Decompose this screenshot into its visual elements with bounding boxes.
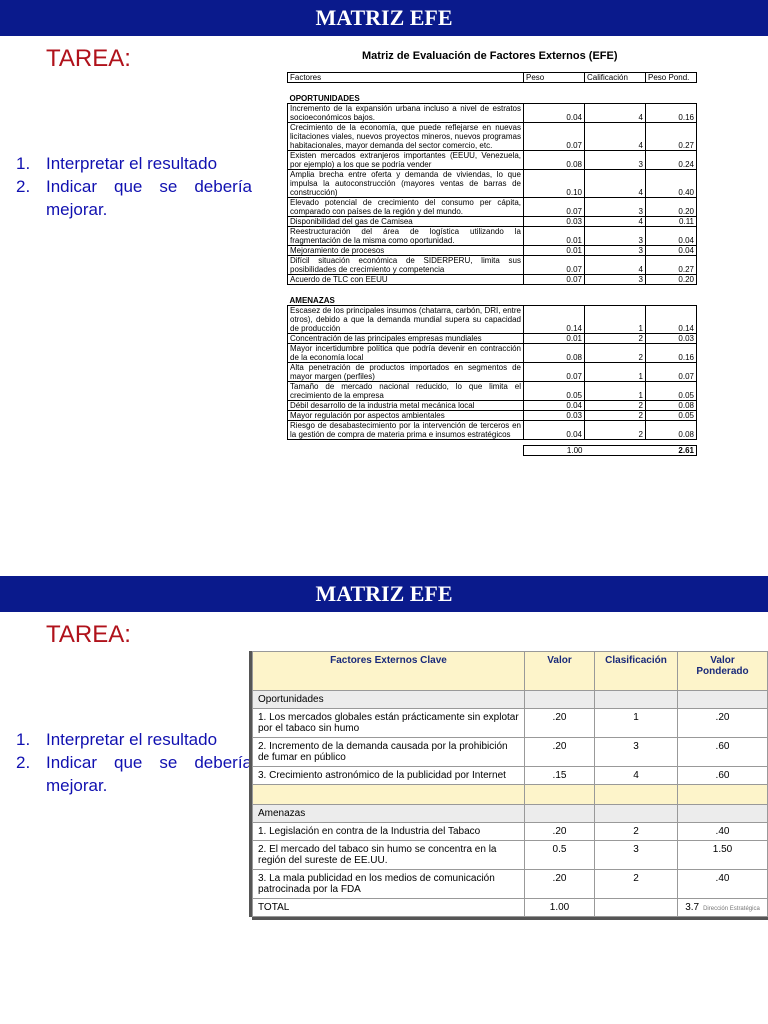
tarea-heading: TAREA: <box>46 621 131 648</box>
table-row <box>288 334 697 344</box>
table-cell: Reestructuración del área de logística utilizando la fragmentación de la misma como oportunidad. <box>288 227 524 246</box>
table-title: Matriz de Evaluación de Factores Externos (EFE) <box>362 50 618 62</box>
table-row <box>288 217 697 227</box>
table-row <box>288 363 697 382</box>
table-cell: 0.14 <box>524 306 585 334</box>
total-weighted-value: 3.7 <box>685 902 700 913</box>
table-cell: 1.00 <box>525 899 595 917</box>
task-item: 1. Interpretar el resultado <box>16 730 218 749</box>
table-cell: 2 <box>595 870 678 899</box>
table-cell: 0.05 <box>646 382 697 401</box>
slide-header: MATRIZ EFE <box>0 0 768 36</box>
table-cell: 0.16 <box>646 344 697 363</box>
table-cell: 0.20 <box>646 275 697 285</box>
table-cell: Débil desarrollo de la industria metal mecánica local <box>288 401 524 411</box>
table-row <box>288 401 697 411</box>
table-cell: Oportunidades <box>253 691 525 709</box>
task-item: 2. Indicar que se debería mejorar. <box>16 753 252 795</box>
table-cell: Disponibilidad del gas de Camisea <box>288 217 524 227</box>
table-row <box>253 823 768 841</box>
table-cell: 1. Los mercados globales están prácticamente sin explotar por el tabaco sin humo <box>253 709 525 738</box>
task-item: 2. Indicar que se debería mejorar. <box>16 177 252 219</box>
column-header: Valor Ponderado <box>678 652 768 691</box>
table-cell: 0.01 <box>524 246 585 256</box>
slide-2 <box>0 576 768 1024</box>
section-row <box>253 805 768 823</box>
table-cell: 0.24 <box>646 151 697 170</box>
table-cell <box>585 83 646 104</box>
table-cell: .20 <box>525 709 595 738</box>
table-cell <box>595 785 678 805</box>
section-row <box>253 691 768 709</box>
table-cell: .60 <box>678 738 768 767</box>
table-cell: 0.07 <box>524 275 585 285</box>
table-cell: 0.11 <box>646 217 697 227</box>
table-cell <box>253 785 525 805</box>
table-row <box>288 104 697 123</box>
table-cell: TOTAL <box>253 899 525 917</box>
table-cell: 0.03 <box>646 334 697 344</box>
task-item: 1. Interpretar el resultado <box>16 154 218 173</box>
table-cell: 0.01 <box>524 227 585 246</box>
spacer-row <box>253 785 768 805</box>
table-row <box>288 170 697 198</box>
table-cell: Mayor regulación por aspectos ambientales <box>288 411 524 421</box>
column-header: Peso Pond. <box>646 73 697 83</box>
column-header: Peso <box>524 73 585 83</box>
table-row <box>288 411 697 421</box>
table-cell: Riesgo de desabastecimiento por la intervención de terceros en la gestión de compra de materia prima e insumos estratégicos <box>288 421 524 440</box>
table-cell: 0.20 <box>646 198 697 217</box>
table-row <box>288 382 697 401</box>
column-header: Clasificación <box>595 652 678 691</box>
table-cell: 1.00 <box>524 446 585 456</box>
table-cell: Concentración de las principales empresas mundiales <box>288 334 524 344</box>
table-cell: 0.08 <box>524 344 585 363</box>
task-list <box>16 152 252 221</box>
table-cell <box>595 805 678 823</box>
table-header-row <box>288 73 697 83</box>
table-cell: 2. Incremento de la demanda causada por la prohibición de fumar en público <box>253 738 525 767</box>
table-row <box>288 246 697 256</box>
table-cell <box>678 785 768 805</box>
efe-table-1 <box>287 72 697 456</box>
column-header: Valor <box>525 652 595 691</box>
table-cell: .20 <box>525 738 595 767</box>
table-cell <box>524 285 585 306</box>
table-cell <box>646 285 697 306</box>
table-cell: 0.05 <box>646 411 697 421</box>
table-cell: Elevado potencial de crecimiento del consumo per cápita, comparado con países de la región y del mundo. <box>288 198 524 217</box>
table-row <box>288 344 697 363</box>
table-cell: .20 <box>678 709 768 738</box>
table-cell: .60 <box>678 767 768 785</box>
table-cell: 2.61 <box>646 446 697 456</box>
table-cell <box>288 446 524 456</box>
table-cell: 0.05 <box>524 382 585 401</box>
table-cell <box>585 446 646 456</box>
table-cell: 3 <box>595 841 678 870</box>
table-cell: .20 <box>525 870 595 899</box>
table-row <box>253 738 768 767</box>
table-cell: 1 <box>585 306 646 334</box>
table-cell: 0.01 <box>524 334 585 344</box>
table-cell <box>585 285 646 306</box>
table-cell: 1. Legislación en contra de la Industria del Tabaco <box>253 823 525 841</box>
table-cell: 0.27 <box>646 256 697 275</box>
table-cell: Tamaño de mercado nacional reducido, lo que limita el crecimiento de la empresa <box>288 382 524 401</box>
table-cell <box>595 691 678 709</box>
table-cell: 0.03 <box>524 411 585 421</box>
column-header: Calificación <box>585 73 646 83</box>
table-cell: 0.04 <box>646 227 697 246</box>
table-row <box>288 151 697 170</box>
column-header: Factores Externos Clave <box>253 652 525 691</box>
table-row <box>288 421 697 440</box>
table-row <box>253 841 768 870</box>
table-header-row <box>253 652 768 691</box>
table-cell: 0.14 <box>646 306 697 334</box>
table-row <box>288 123 697 151</box>
table-cell: 3. La mala publicidad en los medios de comunicación patrocinada por la FDA <box>253 870 525 899</box>
table-cell: 1 <box>585 363 646 382</box>
table-cell: 3 <box>585 275 646 285</box>
section-row <box>288 285 697 306</box>
table-cell: 2 <box>585 334 646 344</box>
table-cell: 4 <box>585 123 646 151</box>
table-row <box>288 198 697 217</box>
table-cell: 0.04 <box>524 401 585 411</box>
table-cell: 0.03 <box>524 217 585 227</box>
table-cell: 3 <box>585 198 646 217</box>
table-cell: 4 <box>595 767 678 785</box>
efe-table-2 <box>252 651 768 917</box>
table-cell: 3 <box>585 227 646 246</box>
table-cell: Amenazas <box>253 805 525 823</box>
table-cell: .40 <box>678 870 768 899</box>
table-cell: 3 <box>595 738 678 767</box>
table-cell: Alta penetración de productos importados en segmentos de mayor margen (perfiles) <box>288 363 524 382</box>
table-cell <box>525 805 595 823</box>
table-cell: 0.07 <box>646 363 697 382</box>
table-cell: 0.04 <box>524 104 585 123</box>
table-cell: 0.08 <box>646 401 697 411</box>
table-cell: .15 <box>525 767 595 785</box>
table-cell: 2 <box>585 411 646 421</box>
table-cell <box>678 805 768 823</box>
table-cell: 1 <box>595 709 678 738</box>
watermark: Dirección Estratégica <box>703 906 760 912</box>
table-cell: Escasez de los principales insumos (chatarra, carbón, DRI, entre otros), debido a que la demanda mundial supera su capacidad de producción <box>288 306 524 334</box>
table-cell: 2. El mercado del tabaco sin humo se concentra en la región del sureste de EE.UU. <box>253 841 525 870</box>
table-row <box>288 275 697 285</box>
table-cell: 0.08 <box>646 421 697 440</box>
table-cell: AMENAZAS <box>288 285 524 306</box>
table-cell: OPORTUNIDADES <box>288 83 524 104</box>
table-row <box>288 227 697 246</box>
table-cell: .40 <box>678 823 768 841</box>
table-cell: Mayor incertidumbre política que podría devenir en contracción de la economía local <box>288 344 524 363</box>
tarea-heading: TAREA: <box>46 45 131 72</box>
total-row <box>288 446 697 456</box>
table-cell: 2 <box>585 344 646 363</box>
table-cell <box>678 899 768 917</box>
slide-header: MATRIZ EFE <box>0 576 768 612</box>
table-cell: 0.07 <box>524 123 585 151</box>
table-cell: Difícil situación económica de SIDERPERU, limita sus posibilidades de crecimiento y competencia <box>288 256 524 275</box>
table-row <box>253 870 768 899</box>
table-cell: 0.16 <box>646 104 697 123</box>
table-cell: 0.10 <box>524 170 585 198</box>
table-cell <box>525 691 595 709</box>
table-cell: 4 <box>585 256 646 275</box>
table-cell <box>646 83 697 104</box>
column-header: Factores <box>288 73 524 83</box>
section-row <box>288 83 697 104</box>
table-cell <box>678 691 768 709</box>
table-row <box>253 767 768 785</box>
table-row <box>253 709 768 738</box>
table-cell: 0.07 <box>524 256 585 275</box>
table-cell: 4 <box>585 104 646 123</box>
table-cell: Mejoramiento de procesos <box>288 246 524 256</box>
table-cell: 3. Crecimiento astronómico de la publicidad por Internet <box>253 767 525 785</box>
table-cell <box>525 785 595 805</box>
table-cell: 0.04 <box>524 421 585 440</box>
table-cell: 0.5 <box>525 841 595 870</box>
table-cell <box>524 83 585 104</box>
table-cell: 4 <box>585 217 646 227</box>
total-row <box>253 899 768 917</box>
table-cell: 0.07 <box>524 363 585 382</box>
table-cell: 1 <box>585 382 646 401</box>
table-cell: 0.04 <box>646 246 697 256</box>
table-cell: 0.27 <box>646 123 697 151</box>
table-cell: 2 <box>585 421 646 440</box>
table-cell: Crecimiento de la economía, que puede reflejarse en nuevas licitaciones viales, nuevos proyectos mineros, nuevos programas habitacionales, mayor demanda del sector comercio, etc. <box>288 123 524 151</box>
task-list <box>16 728 252 797</box>
table-row <box>288 256 697 275</box>
table-cell: 2 <box>595 823 678 841</box>
table-cell: .20 <box>525 823 595 841</box>
table-row <box>288 306 697 334</box>
table-cell: 3 <box>585 151 646 170</box>
table-cell: Acuerdo de TLC con EEUU <box>288 275 524 285</box>
table-cell: 3 <box>585 246 646 256</box>
table-cell <box>595 899 678 917</box>
table-cell: 4 <box>585 170 646 198</box>
table-cell: 0.07 <box>524 198 585 217</box>
table-cell: Incremento de la expansión urbana incluso a nivel de estratos socioeconómicos bajos. <box>288 104 524 123</box>
table-cell: 1.50 <box>678 841 768 870</box>
table-cell: 0.40 <box>646 170 697 198</box>
table-cell: Existen mercados extranjeros importantes (EEUU, Venezuela, por ejemplo) a los que se podría vender <box>288 151 524 170</box>
table-cell: Amplia brecha entre oferta y demanda de viviendas, lo que impulsa la autoconstrucción (mayores ventas de barras de construcción) <box>288 170 524 198</box>
table-cell: 0.08 <box>524 151 585 170</box>
table-cell: 2 <box>585 401 646 411</box>
